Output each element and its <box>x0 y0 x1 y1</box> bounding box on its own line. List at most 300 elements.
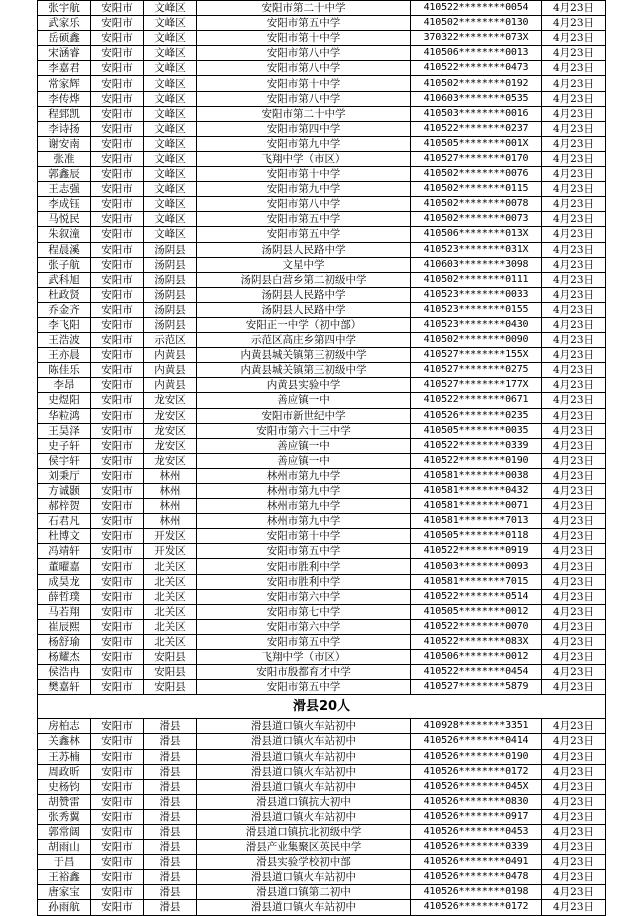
district-cell: 汤阴县 <box>144 317 197 332</box>
name-cell: 侯浩冉 <box>38 665 91 680</box>
date-cell: 4月23日 <box>542 453 606 468</box>
id-number-cell: 410502********0078 <box>411 197 542 212</box>
school-cell: 安阳市胜利中学 <box>197 559 411 574</box>
district-cell: 滑县 <box>144 855 197 870</box>
name-cell: 冯靖轩 <box>38 544 91 559</box>
name-cell: 王昊泽 <box>38 423 91 438</box>
table-row <box>38 885 606 900</box>
name-cell: 史杨钧 <box>38 779 91 794</box>
district-cell: 龙安区 <box>144 393 197 408</box>
table-row <box>38 242 606 257</box>
name-cell: 李飞阳 <box>38 317 91 332</box>
district-cell: 文峰区 <box>144 106 197 121</box>
table-row <box>38 764 606 779</box>
id-number-cell: 410526********0830 <box>411 794 542 809</box>
table-row <box>38 900 606 915</box>
name-cell: 史煜阳 <box>38 393 91 408</box>
school-cell: 安阳市第十中学 <box>197 529 411 544</box>
table-row <box>38 31 606 46</box>
table-row <box>38 749 606 764</box>
school-cell: 安阳市第六中学 <box>197 589 411 604</box>
district-cell: 安阳县 <box>144 665 197 680</box>
table-row <box>38 423 606 438</box>
district-cell: 文峰区 <box>144 167 197 182</box>
id-number-cell: 410526********0491 <box>411 855 542 870</box>
id-number-cell: 410503********0093 <box>411 559 542 574</box>
school-cell: 安阳市第四中学 <box>197 121 411 136</box>
table-row <box>38 855 606 870</box>
date-cell: 4月23日 <box>542 484 606 499</box>
school-cell: 滑县道口镇火车站初中 <box>197 734 411 749</box>
name-cell: 马悦民 <box>38 212 91 227</box>
district-cell: 内黄县 <box>144 378 197 393</box>
school-cell: 安阳市第五中学 <box>197 680 411 695</box>
table-row <box>38 453 606 468</box>
date-cell: 4月23日 <box>542 634 606 649</box>
table-row <box>38 136 606 151</box>
city-cell: 安阳市 <box>91 393 144 408</box>
id-number-cell: 410502********0192 <box>411 76 542 91</box>
district-cell: 滑县 <box>144 870 197 885</box>
table-row <box>38 499 606 514</box>
district-cell: 滑县 <box>144 885 197 900</box>
district-cell: 文峰区 <box>144 227 197 242</box>
date-cell: 4月23日 <box>542 16 606 31</box>
city-cell: 安阳市 <box>91 242 144 257</box>
district-cell: 滑县 <box>144 824 197 839</box>
school-cell: 安阳市第六中学 <box>197 619 411 634</box>
school-cell: 善应镇一中 <box>197 438 411 453</box>
name-cell: 李诗扬 <box>38 121 91 136</box>
school-cell: 安阳市第五中学 <box>197 544 411 559</box>
city-cell: 安阳市 <box>91 378 144 393</box>
date-cell: 4月23日 <box>542 855 606 870</box>
date-cell: 4月23日 <box>542 544 606 559</box>
name-cell: 薛哲璞 <box>38 589 91 604</box>
district-cell: 文峰区 <box>144 16 197 31</box>
date-cell: 4月23日 <box>542 719 606 734</box>
district-cell: 北关区 <box>144 589 197 604</box>
city-cell: 安阳市 <box>91 734 144 749</box>
id-number-cell: 410505********001X <box>411 136 542 151</box>
district-cell: 文峰区 <box>144 151 197 166</box>
id-number-cell: 410526********0339 <box>411 840 542 855</box>
school-cell: 安阳市第九中学 <box>197 136 411 151</box>
name-cell: 王志强 <box>38 182 91 197</box>
school-cell: 安阳市新世纪中学 <box>197 408 411 423</box>
table-row <box>38 794 606 809</box>
table-row <box>38 680 606 695</box>
city-cell: 安阳市 <box>91 468 144 483</box>
city-cell: 安阳市 <box>91 749 144 764</box>
date-cell: 4月23日 <box>542 840 606 855</box>
table-row <box>38 514 606 529</box>
roster-sheet <box>37 0 605 916</box>
id-number-cell: 410526********0478 <box>411 870 542 885</box>
city-cell: 安阳市 <box>91 544 144 559</box>
date-cell: 4月23日 <box>542 317 606 332</box>
table-row <box>38 151 606 166</box>
school-cell: 安阳市第二十中学 <box>197 106 411 121</box>
school-cell: 安阳市第六十三中学 <box>197 423 411 438</box>
district-cell: 文峰区 <box>144 91 197 106</box>
district-cell: 林州 <box>144 484 197 499</box>
date-cell: 4月23日 <box>542 423 606 438</box>
school-cell: 文星中学 <box>197 257 411 272</box>
id-number-cell: 410581********0071 <box>411 499 542 514</box>
name-cell: 李昂 <box>38 378 91 393</box>
table-row <box>38 227 606 242</box>
table-row <box>38 824 606 839</box>
date-cell: 4月23日 <box>542 348 606 363</box>
date-cell: 4月23日 <box>542 604 606 619</box>
date-cell: 4月23日 <box>542 574 606 589</box>
name-cell: 马若翔 <box>38 604 91 619</box>
date-cell: 4月23日 <box>542 885 606 900</box>
table-row <box>38 76 606 91</box>
date-cell: 4月23日 <box>542 809 606 824</box>
district-cell: 龙安区 <box>144 438 197 453</box>
id-number-cell: 410506********0012 <box>411 650 542 665</box>
city-cell: 安阳市 <box>91 197 144 212</box>
name-cell: 刘秉厅 <box>38 468 91 483</box>
name-cell: 张宇航 <box>38 1 91 16</box>
id-number-cell: 410526********0190 <box>411 749 542 764</box>
city-cell: 安阳市 <box>91 227 144 242</box>
date-cell: 4月23日 <box>542 870 606 885</box>
district-cell: 文峰区 <box>144 121 197 136</box>
name-cell: 郝梓贺 <box>38 499 91 514</box>
id-number-cell: 410527********155X <box>411 348 542 363</box>
section-b-header <box>38 695 606 719</box>
city-cell: 安阳市 <box>91 499 144 514</box>
date-cell: 4月23日 <box>542 408 606 423</box>
name-cell: 王浩波 <box>38 333 91 348</box>
date-cell: 4月23日 <box>542 619 606 634</box>
school-cell: 安阳市第十中学 <box>197 167 411 182</box>
roster-table <box>37 0 606 916</box>
date-cell: 4月23日 <box>542 378 606 393</box>
name-cell: 武科旭 <box>38 272 91 287</box>
district-cell: 滑县 <box>144 794 197 809</box>
table-row <box>38 665 606 680</box>
district-cell: 安阳县 <box>144 650 197 665</box>
name-cell: 崔辰熙 <box>38 619 91 634</box>
city-cell: 安阳市 <box>91 31 144 46</box>
name-cell: 程晨溪 <box>38 242 91 257</box>
district-cell: 林州 <box>144 468 197 483</box>
city-cell: 安阳市 <box>91 182 144 197</box>
school-cell: 善应镇一中 <box>197 453 411 468</box>
school-cell: 汤阴县人民路中学 <box>197 302 411 317</box>
city-cell: 安阳市 <box>91 287 144 302</box>
school-cell: 林州市第九中学 <box>197 484 411 499</box>
city-cell: 安阳市 <box>91 764 144 779</box>
name-cell: 王苏楠 <box>38 749 91 764</box>
name-cell: 张子航 <box>38 257 91 272</box>
table-row <box>38 212 606 227</box>
table-row <box>38 840 606 855</box>
city-cell: 安阳市 <box>91 423 144 438</box>
district-cell: 北关区 <box>144 574 197 589</box>
date-cell: 4月23日 <box>542 589 606 604</box>
city-cell: 安阳市 <box>91 257 144 272</box>
id-number-cell: 410523********0033 <box>411 287 542 302</box>
city-cell: 安阳市 <box>91 136 144 151</box>
district-cell: 安阳县 <box>144 680 197 695</box>
district-cell: 汤阴县 <box>144 302 197 317</box>
district-cell: 滑县 <box>144 764 197 779</box>
section-b-rows <box>38 719 606 915</box>
id-number-cell: 410502********0076 <box>411 167 542 182</box>
date-cell: 4月23日 <box>542 393 606 408</box>
district-cell: 文峰区 <box>144 31 197 46</box>
table-row <box>38 809 606 824</box>
table-row <box>38 182 606 197</box>
date-cell: 4月23日 <box>542 734 606 749</box>
date-cell: 4月23日 <box>542 1 606 16</box>
table-row <box>38 348 606 363</box>
name-cell: 杜政贤 <box>38 287 91 302</box>
district-cell: 滑县 <box>144 719 197 734</box>
id-number-cell: 410522********0671 <box>411 393 542 408</box>
table-row <box>38 559 606 574</box>
date-cell: 4月23日 <box>542 779 606 794</box>
table-row <box>38 438 606 453</box>
school-cell: 安阳市第五中学 <box>197 227 411 242</box>
school-cell: 飞翔中学（市区） <box>197 650 411 665</box>
city-cell: 安阳市 <box>91 779 144 794</box>
district-cell: 汤阴县 <box>144 242 197 257</box>
table-row <box>38 363 606 378</box>
city-cell: 安阳市 <box>91 76 144 91</box>
date-cell: 4月23日 <box>542 665 606 680</box>
table-row <box>38 16 606 31</box>
date-cell: 4月23日 <box>542 764 606 779</box>
table-row <box>38 544 606 559</box>
date-cell: 4月23日 <box>542 167 606 182</box>
date-cell: 4月23日 <box>542 302 606 317</box>
district-cell: 文峰区 <box>144 61 197 76</box>
id-number-cell: 410502********0111 <box>411 272 542 287</box>
district-cell: 文峰区 <box>144 76 197 91</box>
city-cell: 安阳市 <box>91 121 144 136</box>
date-cell: 4月23日 <box>542 151 606 166</box>
date-cell: 4月23日 <box>542 499 606 514</box>
table-row <box>38 197 606 212</box>
table-row <box>38 574 606 589</box>
id-number-cell: 410502********0130 <box>411 16 542 31</box>
id-number-cell: 370322********073X <box>411 31 542 46</box>
school-cell: 示范区高庄乡第四中学 <box>197 333 411 348</box>
district-cell: 文峰区 <box>144 212 197 227</box>
name-cell: 郭常阔 <box>38 824 91 839</box>
date-cell: 4月23日 <box>542 91 606 106</box>
id-number-cell: 410522********0237 <box>411 121 542 136</box>
city-cell: 安阳市 <box>91 559 144 574</box>
id-number-cell: 410581********7015 <box>411 574 542 589</box>
district-cell: 滑县 <box>144 809 197 824</box>
name-cell: 房柏志 <box>38 719 91 734</box>
name-cell: 朱叙潼 <box>38 227 91 242</box>
name-cell: 李成钰 <box>38 197 91 212</box>
name-cell: 郭鑫辰 <box>38 167 91 182</box>
table-row <box>38 529 606 544</box>
city-cell: 安阳市 <box>91 272 144 287</box>
school-cell: 滑县道口镇火车站初中 <box>197 719 411 734</box>
city-cell: 安阳市 <box>91 589 144 604</box>
id-number-cell: 410502********0090 <box>411 333 542 348</box>
date-cell: 4月23日 <box>542 438 606 453</box>
district-cell: 内黄县 <box>144 363 197 378</box>
district-cell: 龙安区 <box>144 423 197 438</box>
city-cell: 安阳市 <box>91 1 144 16</box>
id-number-cell: 410522********0919 <box>411 544 542 559</box>
table-row <box>38 719 606 734</box>
district-cell: 文峰区 <box>144 46 197 61</box>
date-cell: 4月23日 <box>542 749 606 764</box>
date-cell: 4月23日 <box>542 136 606 151</box>
id-number-cell: 410526********0414 <box>411 734 542 749</box>
id-number-cell: 410505********0118 <box>411 529 542 544</box>
table-row <box>38 1 606 16</box>
district-cell: 汤阴县 <box>144 287 197 302</box>
district-cell: 内黄县 <box>144 348 197 363</box>
id-number-cell: 410526********0235 <box>411 408 542 423</box>
district-cell: 林州 <box>144 499 197 514</box>
city-cell: 安阳市 <box>91 604 144 619</box>
section-a-rows <box>38 1 606 695</box>
school-cell: 安阳市第二十中学 <box>197 1 411 16</box>
date-cell: 4月23日 <box>542 61 606 76</box>
school-cell: 汤阴县白营乡第二初级中学 <box>197 272 411 287</box>
city-cell: 安阳市 <box>91 719 144 734</box>
district-cell: 滑县 <box>144 734 197 749</box>
id-number-cell: 410527********0275 <box>411 363 542 378</box>
id-number-cell: 410526********045X <box>411 779 542 794</box>
id-number-cell: 410523********0430 <box>411 317 542 332</box>
id-number-cell: 410523********031X <box>411 242 542 257</box>
school-cell: 内黄县城关镇第三初级中学 <box>197 348 411 363</box>
table-row <box>38 589 606 604</box>
city-cell: 安阳市 <box>91 106 144 121</box>
name-cell: 周政昕 <box>38 764 91 779</box>
table-row <box>38 634 606 649</box>
name-cell: 樊嘉轩 <box>38 680 91 695</box>
date-cell: 4月23日 <box>542 272 606 287</box>
date-cell: 4月23日 <box>542 824 606 839</box>
district-cell: 汤阴县 <box>144 272 197 287</box>
district-cell: 文峰区 <box>144 136 197 151</box>
name-cell: 程郅凯 <box>38 106 91 121</box>
city-cell: 安阳市 <box>91 453 144 468</box>
table-row <box>38 61 606 76</box>
district-cell: 龙安区 <box>144 453 197 468</box>
district-cell: 林州 <box>144 514 197 529</box>
id-number-cell: 410603********0535 <box>411 91 542 106</box>
city-cell: 安阳市 <box>91 438 144 453</box>
date-cell: 4月23日 <box>542 46 606 61</box>
city-cell: 安阳市 <box>91 167 144 182</box>
date-cell: 4月23日 <box>542 31 606 46</box>
city-cell: 安阳市 <box>91 619 144 634</box>
id-number-cell: 410526********0172 <box>411 900 542 915</box>
id-number-cell: 410603********3098 <box>411 257 542 272</box>
id-number-cell: 410581********0432 <box>411 484 542 499</box>
id-number-cell: 410502********0115 <box>411 182 542 197</box>
id-number-cell: 410526********0172 <box>411 764 542 779</box>
table-row <box>38 106 606 121</box>
school-cell: 安阳正一中学（初中部） <box>197 317 411 332</box>
id-number-cell: 410506********0013 <box>411 46 542 61</box>
city-cell: 安阳市 <box>91 484 144 499</box>
date-cell: 4月23日 <box>542 257 606 272</box>
name-cell: 华粒鸿 <box>38 408 91 423</box>
date-cell: 4月23日 <box>542 212 606 227</box>
city-cell: 安阳市 <box>91 680 144 695</box>
city-cell: 安阳市 <box>91 885 144 900</box>
name-cell: 石君凡 <box>38 514 91 529</box>
city-cell: 安阳市 <box>91 16 144 31</box>
table-row <box>38 870 606 885</box>
id-number-cell: 410526********0198 <box>411 885 542 900</box>
city-cell: 安阳市 <box>91 212 144 227</box>
table-row <box>38 121 606 136</box>
school-cell: 滑县道口镇火车站初中 <box>197 870 411 885</box>
name-cell: 宋涵睿 <box>38 46 91 61</box>
name-cell: 于昌 <box>38 855 91 870</box>
district-cell: 示范区 <box>144 333 197 348</box>
name-cell: 成昊龙 <box>38 574 91 589</box>
city-cell: 安阳市 <box>91 840 144 855</box>
school-cell: 安阳市第八中学 <box>197 61 411 76</box>
table-row <box>38 408 606 423</box>
city-cell: 安阳市 <box>91 900 144 915</box>
table-row <box>38 167 606 182</box>
name-cell: 史子轩 <box>38 438 91 453</box>
city-cell: 安阳市 <box>91 61 144 76</box>
school-cell: 安阳市第七中学 <box>197 604 411 619</box>
table-row <box>38 393 606 408</box>
school-cell: 滑县道口镇第二初中 <box>197 885 411 900</box>
school-cell: 安阳市第五中学 <box>197 212 411 227</box>
district-cell: 滑县 <box>144 840 197 855</box>
date-cell: 4月23日 <box>542 227 606 242</box>
school-cell: 林州市第九中学 <box>197 468 411 483</box>
table-row <box>38 734 606 749</box>
school-cell: 林州市第九中学 <box>197 514 411 529</box>
school-cell: 滑县道口镇火车站初中 <box>197 779 411 794</box>
date-cell: 4月23日 <box>542 514 606 529</box>
id-number-cell: 410581********7013 <box>411 514 542 529</box>
school-cell: 安阳市殷都育才中学 <box>197 665 411 680</box>
table-row <box>38 619 606 634</box>
school-cell: 安阳市第八中学 <box>197 46 411 61</box>
id-number-cell: 410522********0190 <box>411 453 542 468</box>
city-cell: 安阳市 <box>91 363 144 378</box>
city-cell: 安阳市 <box>91 46 144 61</box>
school-cell: 安阳市第五中学 <box>197 16 411 31</box>
district-cell: 北关区 <box>144 559 197 574</box>
table-row <box>38 317 606 332</box>
name-cell: 侯宇轩 <box>38 453 91 468</box>
name-cell: 乔金齐 <box>38 302 91 317</box>
table-row <box>38 46 606 61</box>
date-cell: 4月23日 <box>542 333 606 348</box>
date-cell: 4月23日 <box>542 559 606 574</box>
table-row <box>38 378 606 393</box>
name-cell: 胡赞雷 <box>38 794 91 809</box>
